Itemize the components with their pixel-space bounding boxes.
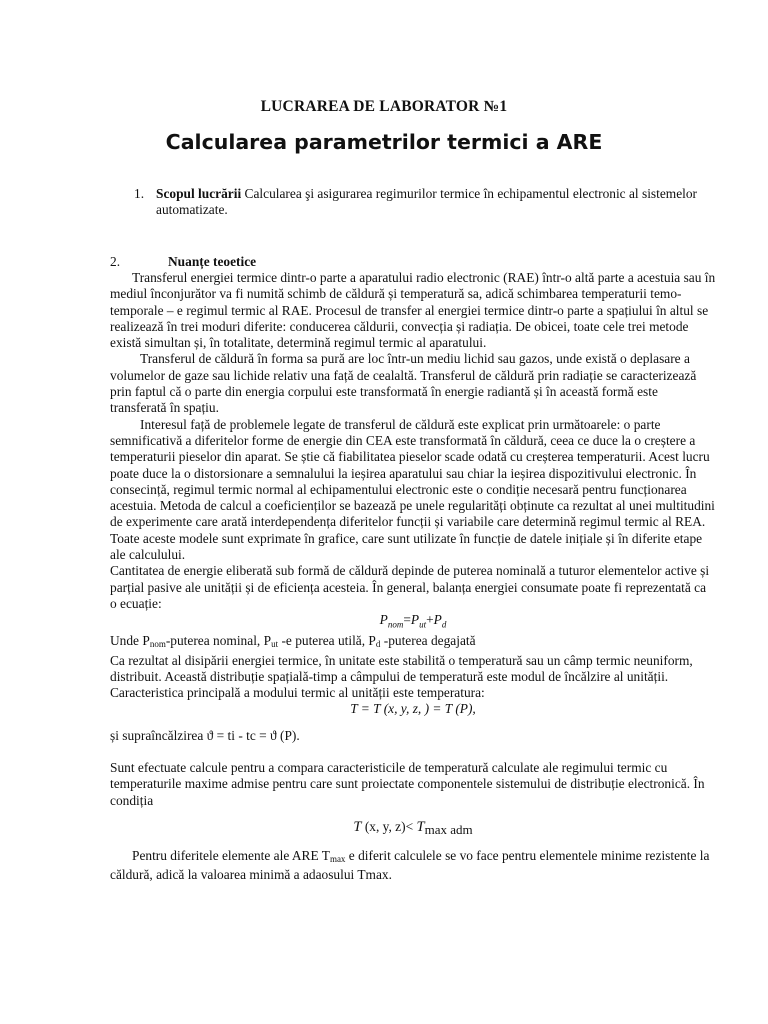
equation-power-balance: $P_{nom}=P_{ut}+P_d$ [379,612,447,630]
section-2-title: Nuanțe teoetice [168,254,257,269]
section-1-number: 1. [134,186,145,201]
paragraph-4: Cantitatea de energie eliberată sub formă de căldură depinde de puterea nominală a tuturor elementelor active și parțial pasive ale unității și de eficiența acesteia. În general, balanța energiei consumate poate fi reprezentată ca o ecuație: [110,563,710,611]
equation-legend: Unde Pnom-puterea nominal, Put -e puterea utilă, Pd -puterea degajată [110,633,476,650]
section-1 [134,186,734,219]
section-2-number: 2. [110,254,121,269]
paragraph-2: Transferul de căldură în forma sa pură are loc într-un mediu lichid sau gazos, unde există o deplasare a volumelor de gaze sau lichide relativ una față de cealaltă. Transferul de căldură prin radiație se caracterizează prin faptul că o parte din energia corpului este transformată în energie radiantă și în această formă este transferată în spațiu. [110,351,697,416]
paragraph-5: Ca rezultat al disipării energiei termice, în unitate este stabilită o temperatură sau un câmp termic neuniform, distribuit. Această distribuție spațială-timp a câmpului de temperatură este modul de încălzire al unității. Caracteristica principală a modului termic al unității este temperatura: [110,652,693,701]
equation-temperature: T = T (x, y, z, ) = T (P), [350,701,476,717]
section-1-label: Scopul lucrării [156,186,242,201]
section-1-body: Calcularea şi asigurarea regimurilor termice în echipamentul electronic al sistemelor automatizate. [156,186,698,218]
paragraph-7: Sunt efectuate calcule pentru a compara caracteristicile de temperatură calculate ale regimului termic cu temperaturile maxime admise pentru care sunt proiectate componentele sistemului de distribuție electronică. În condiția [110,759,705,808]
lab-title: LUCRAREA DE LABORATOR №1 [260,98,508,115]
paragraph-1: Transferul energiei termice dintr-o parte a aparatului radio electronic (RAE) într-o altă parte a acestuia sau în mediul înconjurător va fi numită schimb de căldură și temperatură sa, adică schimbarea temperaturii temo-temporale – e regimul termic al RAE. Procesul de transfer al energiei termice dintr-o parte a spațiului în altul se realizează în trei moduri diferite: conducerea căldurii, convecția și radiația. De obicei, toate cele trei metode există simultan și, în totalitate, determină regimul termic al aparatului. [110,270,716,351]
paragraph-3: Interesul față de problemele legate de transferul de căldură este explicat prin următoarele: o parte semnificativă a diferitelor forme de energie din CEA este transformată în căldură, ceea ce duce la o creștere a temperaturii pieselor din aparat. Se știe că fiabilitatea pieselor scade odată cu creșterea temperaturii. Acest lucru poate duce la o distorsionare a semnalului la ieșirea aparatului sau chiar la ieșirea dispozitivului electronic. În consecință, regimul termic normal al echipamentului electronic este o condiție necesară pentru funcționarea acestuia. Metoda de calcul a coeficienților se bazează pe unele regularități obținute ca rezultat al unei multitudini de experimente care arată interdependența diferitelor funcții și variabile care determină regimul termic al REA. Toate aceste modele sunt exprimate în grafice, care sunt utilizate în funcție de datele inițiale și în diferite etape ale calculului. [110,416,715,563]
document-title: Calcularea parametrilor termici a ARE [165,130,603,154]
paragraph-last: Pentru diferitele elemente ale ARE Tmax e diferit calculele se vo face pentru elementele minime rezistente la căldură, adică la valoarea minimă a adaosului Tmax. [110,848,710,883]
section-1-text [156,186,734,219]
condition-formula: T (x, y, z)< Tmax adm [353,818,473,837]
section-2-heading [110,254,710,270]
document-body [110,270,716,884]
paragraph-overheating: și supraîncălzirea ϑ = ti - tc = ϑ (P). [110,727,300,743]
